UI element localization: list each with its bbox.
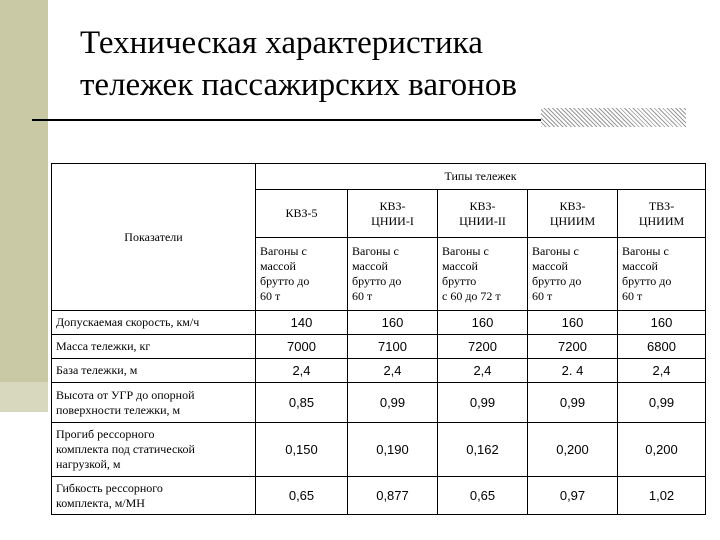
row-label-flexibility: Гибкость рессорного комплекта, м/МН bbox=[52, 477, 256, 515]
type-mass-2: Вагоны с массой брутто до 60 т bbox=[348, 238, 438, 311]
table-cell: 0,85 bbox=[256, 383, 348, 423]
table-cell: 140 bbox=[256, 311, 348, 335]
type-name-2: КВЗ- ЦНИИ-I bbox=[348, 190, 438, 238]
type-mass-3: Вагоны с массой брутто с 60 до 72 т bbox=[438, 238, 528, 311]
slide-title-line-2: тележек пассажирских вагонов bbox=[80, 67, 517, 103]
table-cell: 0,150 bbox=[256, 423, 348, 477]
table-cell: 0,65 bbox=[438, 477, 528, 515]
table-cell: 0,200 bbox=[528, 423, 618, 477]
row-label-base: База тележки, м bbox=[52, 359, 256, 383]
table-cell: 0,99 bbox=[348, 383, 438, 423]
table-cell: 0,99 bbox=[438, 383, 528, 423]
row-label-speed: Допускаемая скорость, км/ч bbox=[52, 311, 256, 335]
spec-table bbox=[51, 163, 706, 515]
type-name-3: КВЗ- ЦНИИ-II bbox=[438, 190, 528, 238]
table-cell: 7200 bbox=[528, 335, 618, 359]
type-name-4: КВЗ- ЦНИИМ bbox=[528, 190, 618, 238]
table-cell: 160 bbox=[348, 311, 438, 335]
table-cell: 0,99 bbox=[528, 383, 618, 423]
table-row bbox=[52, 423, 706, 477]
table-cell: 2,4 bbox=[348, 359, 438, 383]
table-cell: 160 bbox=[438, 311, 528, 335]
row-label-mass: Масса тележки, кг bbox=[52, 335, 256, 359]
table-cell: 0,200 bbox=[618, 423, 706, 477]
type-name-5: ТВЗ- ЦНИИМ bbox=[618, 190, 706, 238]
table-cell: 160 bbox=[618, 311, 706, 335]
table-row bbox=[52, 477, 706, 515]
table-cell: 2,4 bbox=[438, 359, 528, 383]
types-header: Типы тележек bbox=[256, 164, 706, 190]
type-mass-4: Вагоны с массой брутто до 60 т bbox=[528, 238, 618, 311]
table-row bbox=[52, 311, 706, 335]
indicators-header: Показатели bbox=[52, 164, 256, 311]
type-mass-1: Вагоны с массой брутто до 60 т bbox=[256, 238, 348, 311]
type-mass-5: Вагоны с массой брутто до 60 т bbox=[618, 238, 706, 311]
table-cell: 7100 bbox=[348, 335, 438, 359]
table-cell: 0,190 bbox=[348, 423, 438, 477]
row-label-height: Высота от УГР до опорной поверхности тележки, м bbox=[52, 383, 256, 423]
row-label-deflection: Прогиб рессорного комплекта под статической нагрузкой, м bbox=[52, 423, 256, 477]
table-cell: 2. 4 bbox=[528, 359, 618, 383]
table-cell: 160 bbox=[528, 311, 618, 335]
table-cell: 7200 bbox=[438, 335, 528, 359]
side-decor-bar bbox=[0, 0, 48, 382]
table-header-row bbox=[52, 164, 706, 190]
table-row bbox=[52, 383, 706, 423]
table-cell: 7000 bbox=[256, 335, 348, 359]
side-decor-bar-extension bbox=[0, 382, 48, 412]
table-cell: 6800 bbox=[618, 335, 706, 359]
table-cell: 0,99 bbox=[618, 383, 706, 423]
hatch-decoration bbox=[541, 108, 686, 127]
table-cell: 2,4 bbox=[618, 359, 706, 383]
table-cell: 1,02 bbox=[618, 477, 706, 515]
table-cell: 0,65 bbox=[256, 477, 348, 515]
table-row bbox=[52, 359, 706, 383]
table-cell: 0,877 bbox=[348, 477, 438, 515]
slide-title-line-1: Техническая характеристика bbox=[80, 25, 483, 61]
table-cell: 2,4 bbox=[256, 359, 348, 383]
slide-title bbox=[80, 22, 680, 106]
type-name-1: КВЗ-5 bbox=[256, 190, 348, 238]
table-cell: 0,162 bbox=[438, 423, 528, 477]
table-row bbox=[52, 335, 706, 359]
table-cell: 0,97 bbox=[528, 477, 618, 515]
